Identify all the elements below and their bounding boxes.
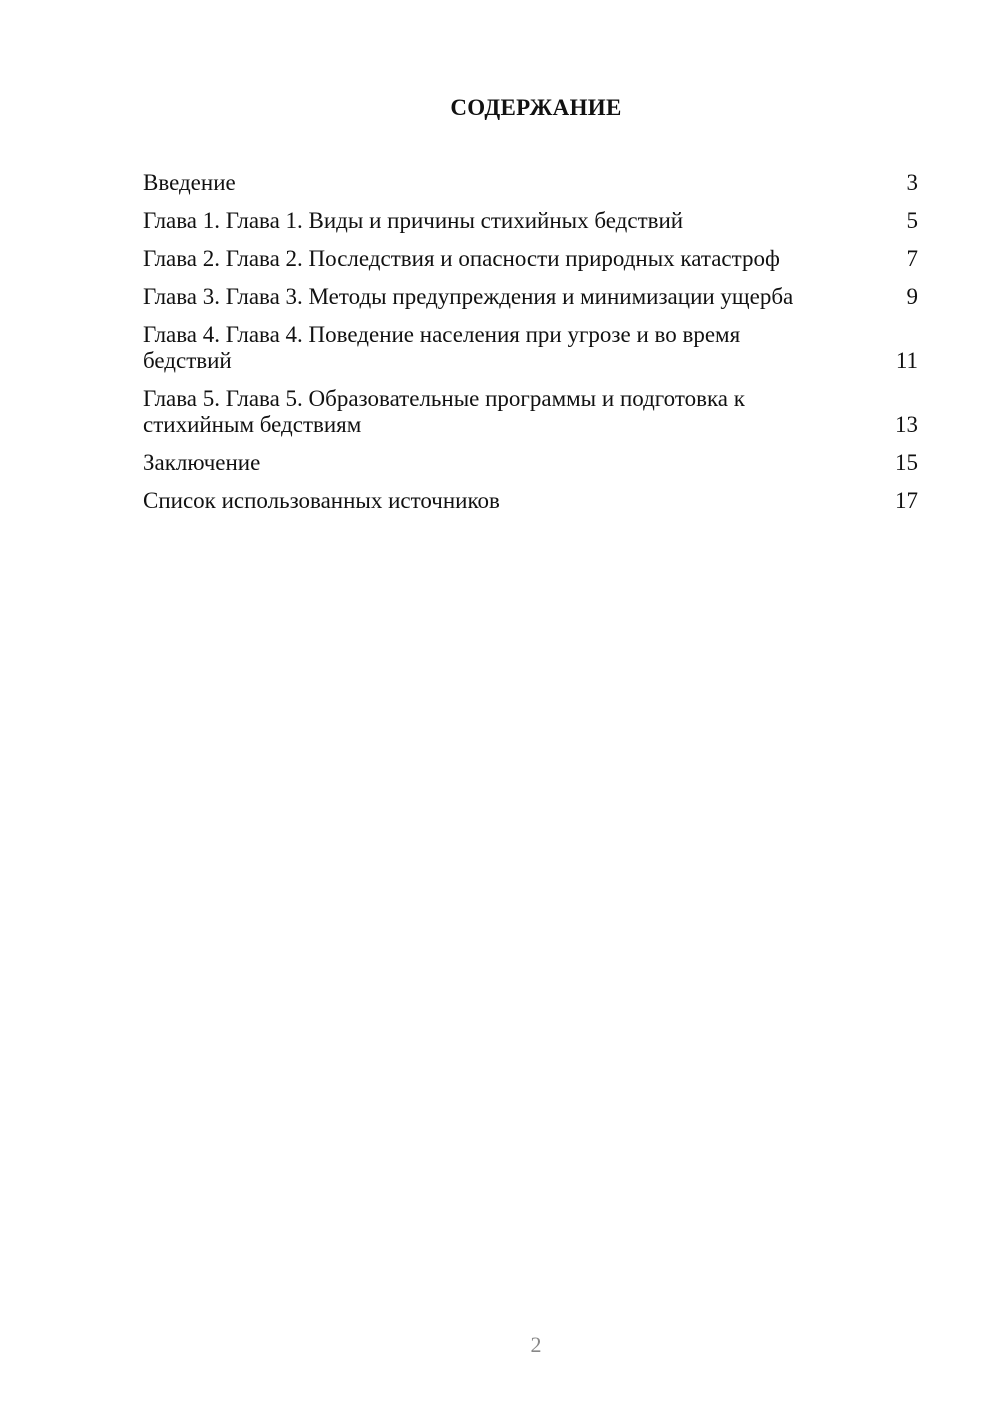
toc-entry-page: 3 (906, 170, 918, 195)
toc-entry-text: Глава 1. Глава 1. Виды и причины стихийных бедствий (143, 208, 684, 233)
toc-entry-conclusion[interactable] (143, 450, 918, 476)
toc-entry-page: 11 (895, 348, 918, 373)
toc-entry-text: Список использованных источников (143, 488, 500, 513)
toc-entry-page: 5 (906, 208, 918, 233)
toc-entry-page: 7 (906, 246, 918, 271)
toc-entry-chapter-3[interactable] (143, 284, 918, 310)
toc-entry-page: 9 (906, 284, 918, 309)
toc-entry-chapter-5[interactable] (143, 386, 918, 438)
toc-entry-text: Глава 4. Глава 4. Поведение населения при угрозе и во время бедствий (143, 322, 741, 373)
toc-entry-chapter-1[interactable] (143, 208, 918, 234)
toc-entry-text: Глава 2. Глава 2. Последствия и опасности природных катастроф (143, 246, 780, 271)
toc-entry-chapter-4[interactable] (143, 322, 918, 374)
toc-entry-references[interactable] (143, 488, 918, 514)
toc-entry-text: Глава 5. Глава 5. Образовательные программы и подготовка к стихийным бедствиям (143, 386, 745, 437)
toc-entry-text: Глава 3. Глава 3. Методы предупреждения и минимизации ущерба (143, 284, 794, 309)
page-number: 2 (530, 1332, 542, 1357)
toc-entry-chapter-2[interactable] (143, 246, 918, 272)
toc-entry-text: Введение (143, 170, 236, 195)
toc-entry-text: Заключение (143, 450, 261, 475)
toc-entry-page: 15 (895, 450, 918, 475)
toc-entry-introduction[interactable] (143, 170, 918, 196)
toc-list (143, 170, 918, 526)
toc-entry-page: 17 (895, 488, 918, 513)
toc-entry-page: 13 (895, 412, 918, 437)
toc-title: СОДЕРЖАНИЕ (450, 95, 622, 120)
